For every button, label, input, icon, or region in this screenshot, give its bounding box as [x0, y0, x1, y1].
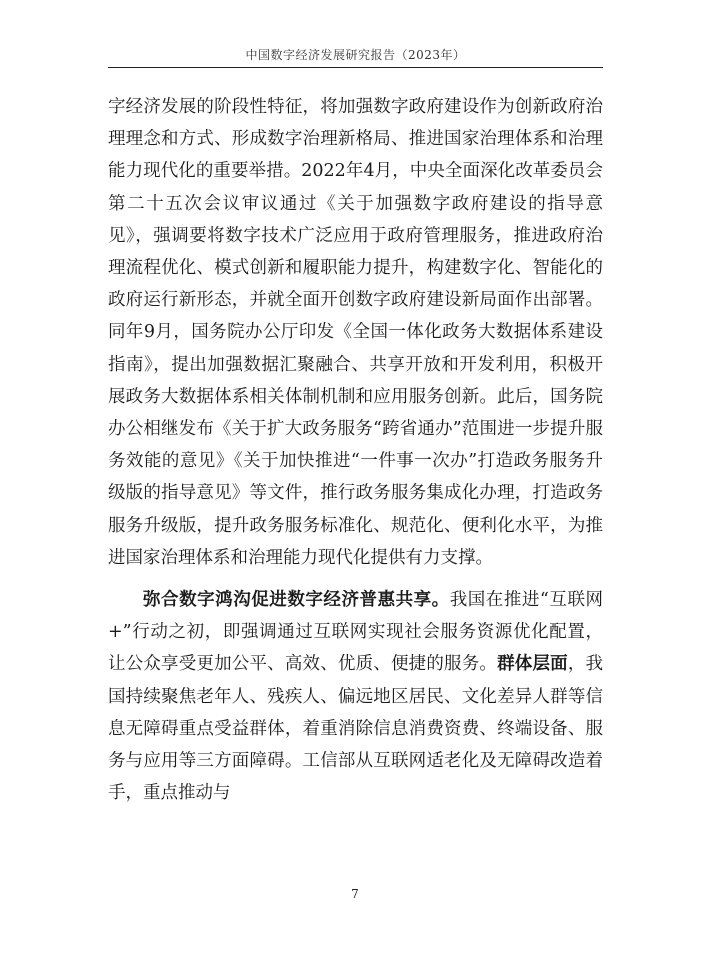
- header-rule: [108, 67, 603, 68]
- body-text: [108, 91, 603, 809]
- paragraph-heading: 弥合数字鸿沟促进数字经济普惠共享。: [143, 590, 450, 611]
- paragraph-run: 字经济发展的阶段性特征，将加强数字政府建设作为创新政府治理理念和方式、形成数字治理新格局、推进国家治理体系和治理能力现代化的重要举措。2022年4月，中央全面深化改革委员会第二十五次会议审议通过《关于加强数字政府建设的指导意见》，强调要将数字技术广泛应用于政府管理服务，推进政府治理流程优化、模式创新和履职能力提升，构建数字化、智能化的政府运行新形态，并就全面开创数字政府建设新局面作出部署。同年9月，国务院办公厅印发《全国一体化政务大数据体系建设指南》，提出加强数据汇聚融合、共享开放和开发利用，积极开展政务大数据体系相关体制机制和应用服务创新。此后，国务院办公相继发布《关于扩大政务服务“跨省通办”范围进一步提升服务效能的意见》《关于加快推进“一件事一次办”打造政务服务升级版的指导意见》等文件，推行政务服务集成化办理，打造政务服务升级版，提升政务服务标准化、规范化、便利化水平，为推进国家治理体系和治理能力现代化提供有力支撑。: [108, 97, 603, 568]
- page-number: 7: [351, 887, 359, 901]
- paragraph-continued: [108, 91, 603, 574]
- running-header: 中国数字经济发展研究报告（2023年）: [245, 48, 466, 62]
- paragraph-run: 我国在推进“互联网+”行动之初，即强调通过互联网实现社会服务资源优化配置，让公众享受更加公平、高效、优质、便捷的服务。: [108, 590, 603, 675]
- paragraph-digital-divide: [108, 584, 603, 809]
- paragraph-run: ，我国持续聚焦老年人、残疾人、偏远地区居民、文化差异人群等信息无障碍重点受益群体，着重消除信息消费资费、终端设备、服务与应用等三方面障碍。工信部从互联网适老化及无障碍改造着手，重点推动与: [108, 654, 604, 804]
- inline-heading: 群体层面: [497, 654, 568, 675]
